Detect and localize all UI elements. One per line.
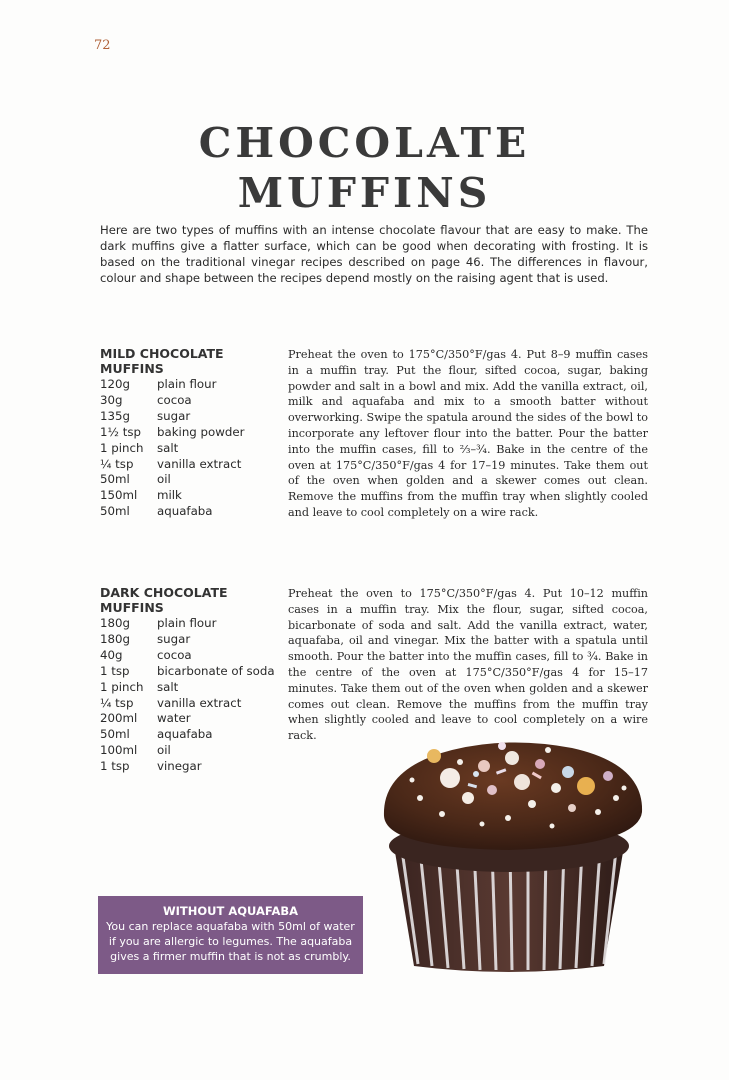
aquafaba-note-box: [98, 896, 363, 974]
chocolate-cupcake-image: [372, 728, 652, 978]
ingredient-item: milk: [157, 488, 182, 503]
mild-ingredients: [100, 346, 280, 520]
ingredient-item: plain flour: [157, 616, 217, 630]
ingredient-quantity: 180g: [100, 616, 131, 630]
ingredient-item: salt: [157, 440, 179, 455]
mild-title-line-1: MILD CHOCOLATE: [100, 346, 224, 361]
mild-ingredient-row: [100, 472, 245, 488]
ingredient-item: vinegar: [157, 759, 202, 774]
ingredient-quantity: 120g: [100, 377, 131, 391]
page-title: [0, 118, 729, 218]
ingredient-item: vanilla extract: [157, 456, 242, 471]
ingredient-item: aquafaba: [157, 727, 213, 742]
dark-ingredient-row: [100, 727, 275, 743]
dark-ingredient-row: [100, 648, 275, 664]
note-title: WITHOUT AQUAFABA: [162, 904, 299, 918]
ingredient-item: sugar: [157, 631, 191, 646]
ingredient-item: plain flour: [157, 377, 217, 391]
dark-ingredient-row: [100, 759, 275, 775]
ingredient-item: salt: [157, 679, 179, 694]
mild-title-line-2: MUFFINS: [100, 361, 164, 376]
ingredient-quantity: 1½ tsp: [100, 424, 141, 439]
dark-title-line-1: DARK CHOCOLATE: [100, 585, 228, 600]
dark-ingredient-row: [100, 664, 275, 680]
ingredient-item: cocoa: [157, 392, 192, 407]
dark-ingredient-row: [100, 696, 275, 712]
dark-ingredient-row: [100, 632, 275, 648]
dark-ingredient-row: [100, 616, 275, 632]
dark-method: Preheat the oven to 175°C/350°F/gas 4. Put 10–12 muffin cases in a muffin tray. Mix the flour, sugar, sifted cocoa, bicarbonate of soda and salt. Add the vanilla extract, water, aquafaba, oil and vinegar. Mix the batter with a spatula until smooth. Pour the batter into the muffin cases, fill to ¾. Bake in the centre of the oven at 175°C/350°F/gas 4 for 15–17 minutes. Take them out of the oven when golden and a skewer comes out clean. Remove the muffins from the muffin tray when slightly cooled and leave to cool completely on a wire rack.: [288, 587, 648, 743]
ingredient-item: aquafaba: [157, 504, 213, 519]
ingredient-quantity: 1 pinch: [100, 440, 144, 455]
ingredient-item: sugar: [157, 408, 191, 423]
ingredient-quantity: 200ml: [100, 711, 138, 726]
mild-ingredient-row: [100, 393, 245, 409]
mild-recipe-title: [100, 346, 280, 376]
ingredient-quantity: 135g: [100, 408, 131, 423]
ingredient-quantity: ¼ tsp: [100, 695, 134, 710]
ingredient-quantity: 150ml: [100, 488, 138, 503]
ingredient-quantity: 50ml: [100, 472, 130, 487]
intro-paragraph: Here are two types of muffins with an intense chocolate flavour that are easy to make. The dark muffins give a flatter surface, which can be good when decorating with frosting. It is based on the traditional vinegar recipes described on page 46. The differences in flavour, colour and shape between the recipes depend mostly on the raising agent that is used.: [100, 223, 648, 285]
ingredient-quantity: 50ml: [100, 727, 130, 742]
dark-ingredient-list: [100, 616, 275, 775]
page-number: 72: [94, 38, 111, 53]
mild-ingredient-row: [100, 377, 245, 393]
ingredient-quantity: 1 pinch: [100, 679, 144, 694]
ingredient-quantity: 50ml: [100, 504, 130, 519]
ingredient-item: oil: [157, 472, 171, 487]
mild-ingredient-list: [100, 377, 245, 520]
ingredient-item: baking powder: [157, 424, 245, 439]
mild-ingredient-row: [100, 441, 245, 457]
ingredient-quantity: 30g: [100, 392, 123, 407]
dark-ingredient-row: [100, 743, 275, 759]
dark-recipe-title: [100, 585, 280, 615]
page-title-line-2: MUFFINS: [237, 169, 492, 217]
mild-ingredient-row: [100, 504, 245, 520]
mild-ingredient-row: [100, 425, 245, 441]
mild-ingredient-row: [100, 488, 245, 504]
ingredient-quantity: 1 tsp: [100, 759, 130, 774]
dark-ingredient-row: [100, 711, 275, 727]
note-body: You can replace aquafaba with 50ml of water if you are allergic to legumes. The aquafaba gives a firmer muffin that is not as crumbly.: [106, 920, 355, 963]
ingredient-quantity: 100ml: [100, 743, 138, 758]
dark-ingredient-row: [100, 680, 275, 696]
mild-ingredient-row: [100, 409, 245, 425]
ingredient-quantity: 1 tsp: [100, 663, 130, 678]
ingredient-item: water: [157, 711, 191, 726]
dark-title-line-2: MUFFINS: [100, 600, 164, 615]
ingredient-quantity: ¼ tsp: [100, 456, 134, 471]
dark-ingredients: [100, 585, 280, 775]
ingredient-item: vanilla extract: [157, 695, 242, 710]
ingredient-item: oil: [157, 743, 171, 758]
page-title-line-1: CHOCOLATE: [198, 119, 531, 167]
ingredient-item: cocoa: [157, 647, 192, 662]
mild-method: Preheat the oven to 175°C/350°F/gas 4. Put 8–9 muffin cases in a muffin tray. Put the flour, sifted cocoa, sugar, baking powder and salt in a bowl and mix. Add the vanilla extract, oil, milk and aquafaba and mix to a smooth batter without overworking. Swipe the spatula around the sides of the bowl to incorporate any leftover flour into the batter. Pour the batter into the muffin cases, fill to ⅔–¾. Bake in the centre of the oven at 175°C/350°F/gas 4 for 17–19 minutes. Take them out of the oven when golden and a skewer comes out clean. Remove the muffins from the muffin tray when slightly cooled and leave to cool completely on a wire rack.: [288, 348, 648, 519]
ingredient-quantity: 40g: [100, 647, 123, 662]
mild-ingredient-row: [100, 457, 245, 473]
ingredient-item: bicarbonate of soda: [157, 663, 275, 678]
ingredient-quantity: 180g: [100, 631, 131, 646]
